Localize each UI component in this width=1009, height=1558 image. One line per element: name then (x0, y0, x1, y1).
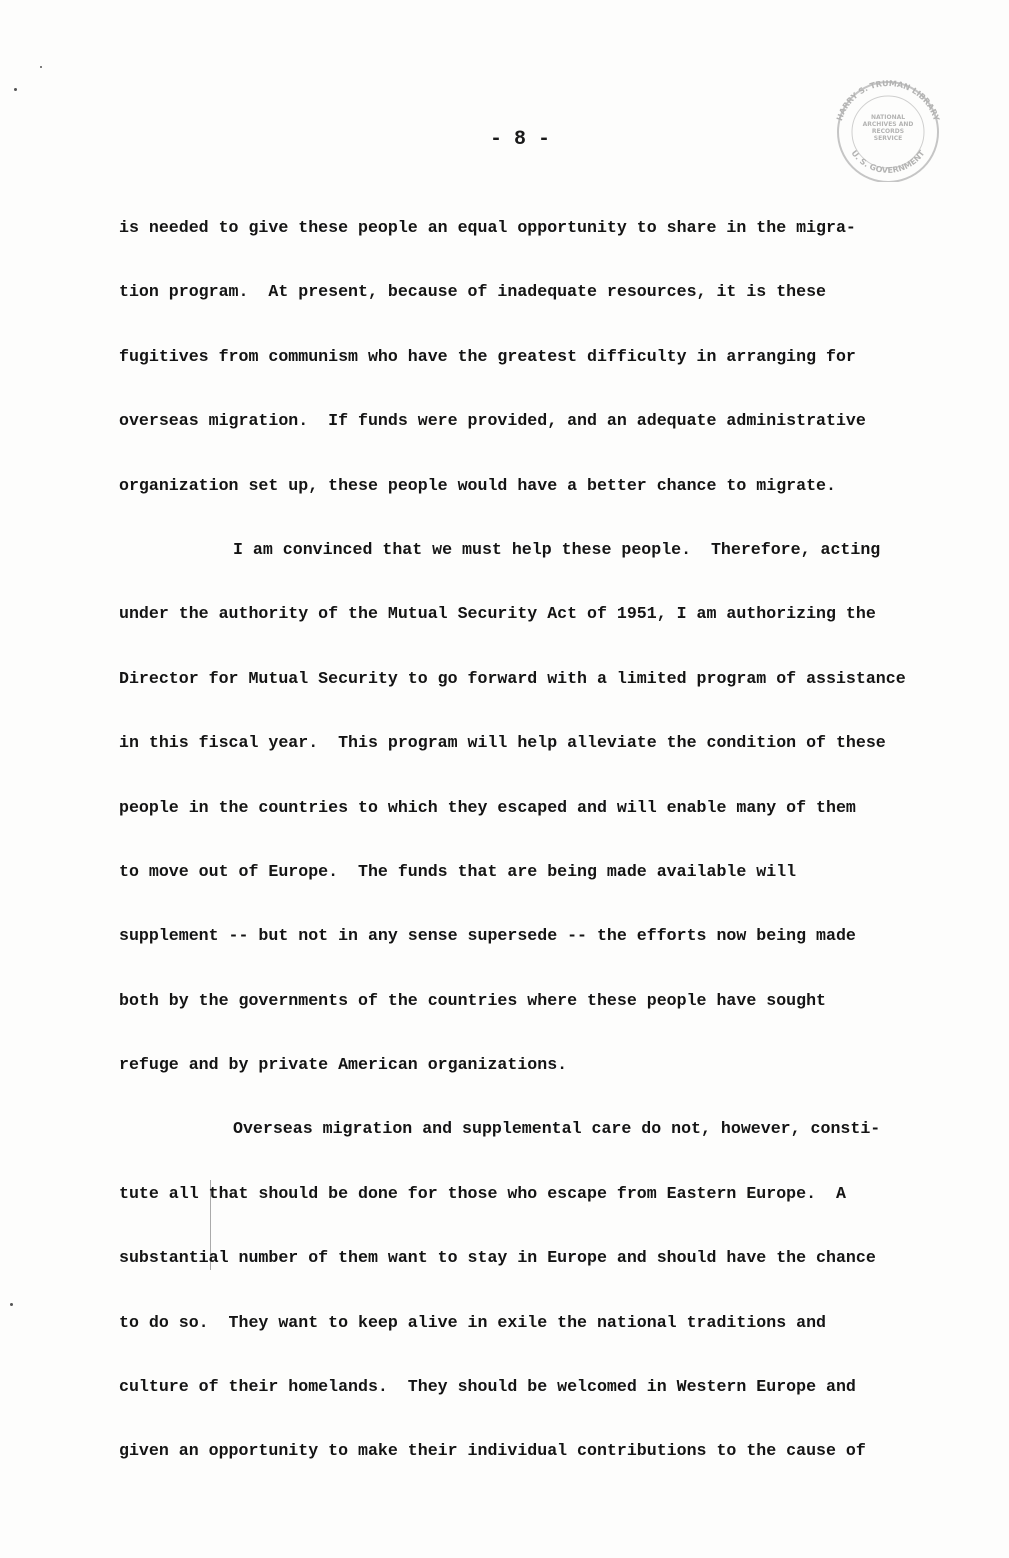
text-line: tute all that should be done for those who escape from Eastern Europe. A (119, 1183, 846, 1203)
stamp-text-top: HARRY S. TRUMAN LIBRARY (834, 78, 942, 122)
scan-speck (14, 88, 17, 91)
text-line: tion program. At present, because of inadequate resources, it is these (119, 282, 827, 302)
scan-speck (10, 1303, 13, 1306)
text-line: overseas migration. If funds were provided, and an adequate administrative (119, 411, 866, 431)
text-line: substantial number of them want to stay in Europe and should have the chance (119, 1248, 876, 1268)
stamp-text-middle: NATIONAL ARCHIVES AND RECORDS SERVICE (862, 114, 914, 142)
page-number: - 8 - (489, 128, 550, 151)
stamp-text-bottom: U. S. GOVERNMENT (849, 148, 927, 175)
text-line: culture of their homelands. They should be welcomed in Western Europe and (119, 1377, 856, 1397)
text-line: in this fiscal year. This program will help alleviate the condition of these (119, 733, 886, 753)
text-line: given an opportunity to make their individual contributions to the cause of (119, 1441, 866, 1461)
body-text (119, 196, 939, 1484)
text-line: to do so. They want to keep alive in exile the national traditions and (119, 1312, 827, 1332)
text-line: I am convinced that we must help these people. Therefore, acting (233, 539, 881, 559)
scan-speck (40, 66, 42, 68)
text-line: fugitives from communism who have the greatest difficulty in arranging for (119, 346, 856, 366)
text-line: both by the governments of the countries where these people have sought (119, 990, 827, 1010)
text-line: Overseas migration and supplemental care do not, however, consti- (233, 1119, 881, 1139)
text-line: is needed to give these people an equal opportunity to share in the migra- (119, 218, 856, 237)
text-line: under the authority of the Mutual Security Act of 1951, I am authorizing the (119, 604, 876, 624)
archive-stamp (822, 72, 954, 182)
text-line: organization set up, these people would have a better chance to migrate. (119, 475, 836, 495)
text-line: people in the countries to which they escaped and will enable many of them (119, 797, 856, 817)
text-line: Director for Mutual Security to go forward with a limited program of assistance (119, 668, 906, 688)
text-line: supplement -- but not in any sense supersede -- the efforts now being made (119, 926, 856, 946)
text-line: refuge and by private American organizations. (119, 1055, 568, 1075)
text-line: to move out of Europe. The funds that are being made available will (119, 861, 797, 881)
